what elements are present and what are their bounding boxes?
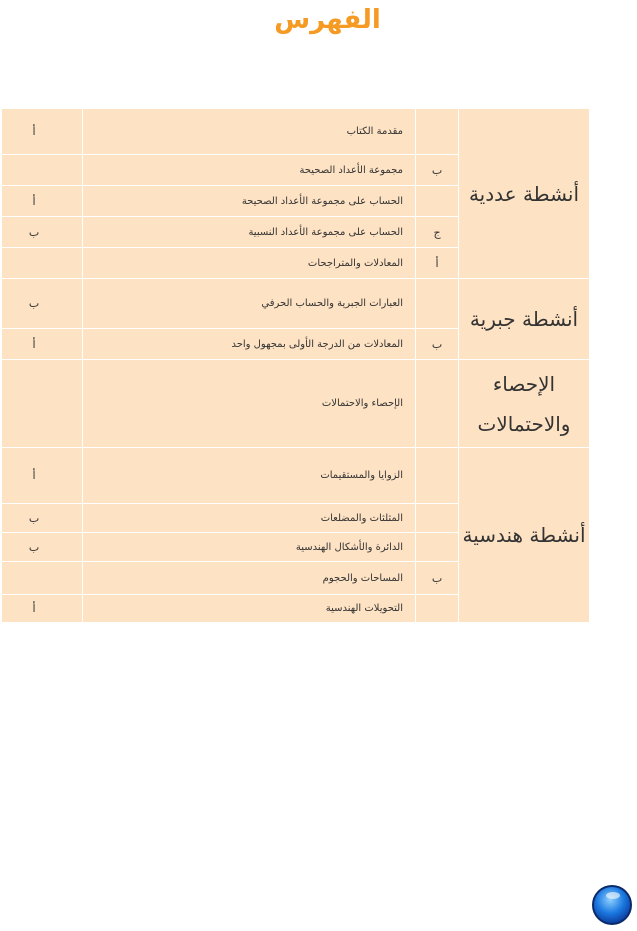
row-topic[interactable]: التحويلات الهندسية (83, 595, 416, 623)
row-page: ب (2, 504, 83, 533)
row-page: أ (2, 595, 83, 623)
row-page: أ (2, 109, 83, 155)
row-page: ب (2, 217, 83, 248)
row-number: ج (416, 217, 459, 248)
row-topic[interactable]: المساحات والحجوم (83, 562, 416, 595)
table-row (2, 448, 590, 504)
row-topic[interactable]: المثلثات والمضلعات (83, 504, 416, 533)
row-page: ب (2, 533, 83, 562)
row-number (416, 109, 459, 155)
row-page (2, 155, 83, 186)
table-row (2, 360, 590, 448)
row-number (416, 279, 459, 329)
row-number (416, 595, 459, 623)
row-topic[interactable]: مجموعة الأعداد الصحيحة (83, 155, 416, 186)
nav-button[interactable] (592, 885, 632, 925)
row-topic[interactable]: الزوايا والمستقيمات (83, 448, 416, 504)
row-page: أ (2, 329, 83, 360)
toc-table (1, 108, 590, 623)
row-number: ب (416, 155, 459, 186)
row-page (2, 248, 83, 279)
row-number: ب (416, 562, 459, 595)
section-title: أنشطة جبرية (459, 279, 590, 360)
row-topic[interactable]: الدائرة والأشكال الهندسية (83, 533, 416, 562)
row-number (416, 533, 459, 562)
row-page (2, 562, 83, 595)
row-topic[interactable]: المعادلات من الدرجة الأولى بمجهول واحد (83, 329, 416, 360)
row-topic[interactable]: الإحصاء والاحتمالات (83, 360, 416, 448)
row-number (416, 504, 459, 533)
row-page: أ (2, 448, 83, 504)
table-row (2, 109, 590, 155)
section-title: الإحصاء والاحتمالات (459, 360, 590, 448)
section-title: أنشطة هندسية (459, 448, 590, 623)
row-topic[interactable]: العبارات الجبرية والحساب الحرفي (83, 279, 416, 329)
row-topic[interactable]: الحساب على مجموعة الأعداد الصحيحة (83, 186, 416, 217)
row-number (416, 186, 459, 217)
button-highlight (606, 892, 620, 899)
row-number (416, 360, 459, 448)
row-topic[interactable]: مقدمة الكتاب (83, 109, 416, 155)
page-title: الفهرس (274, 5, 381, 35)
row-number: ب (416, 329, 459, 360)
row-number: أ (416, 248, 459, 279)
row-page: أ (2, 186, 83, 217)
table-row (2, 279, 590, 329)
section-title: أنشطة عددية (459, 109, 590, 279)
row-number (416, 448, 459, 504)
row-topic[interactable]: المعادلات والمتراجحات (83, 248, 416, 279)
row-topic[interactable]: الحساب على مجموعة الأعداد النسبية (83, 217, 416, 248)
row-page: ب (2, 279, 83, 329)
row-page (2, 360, 83, 448)
